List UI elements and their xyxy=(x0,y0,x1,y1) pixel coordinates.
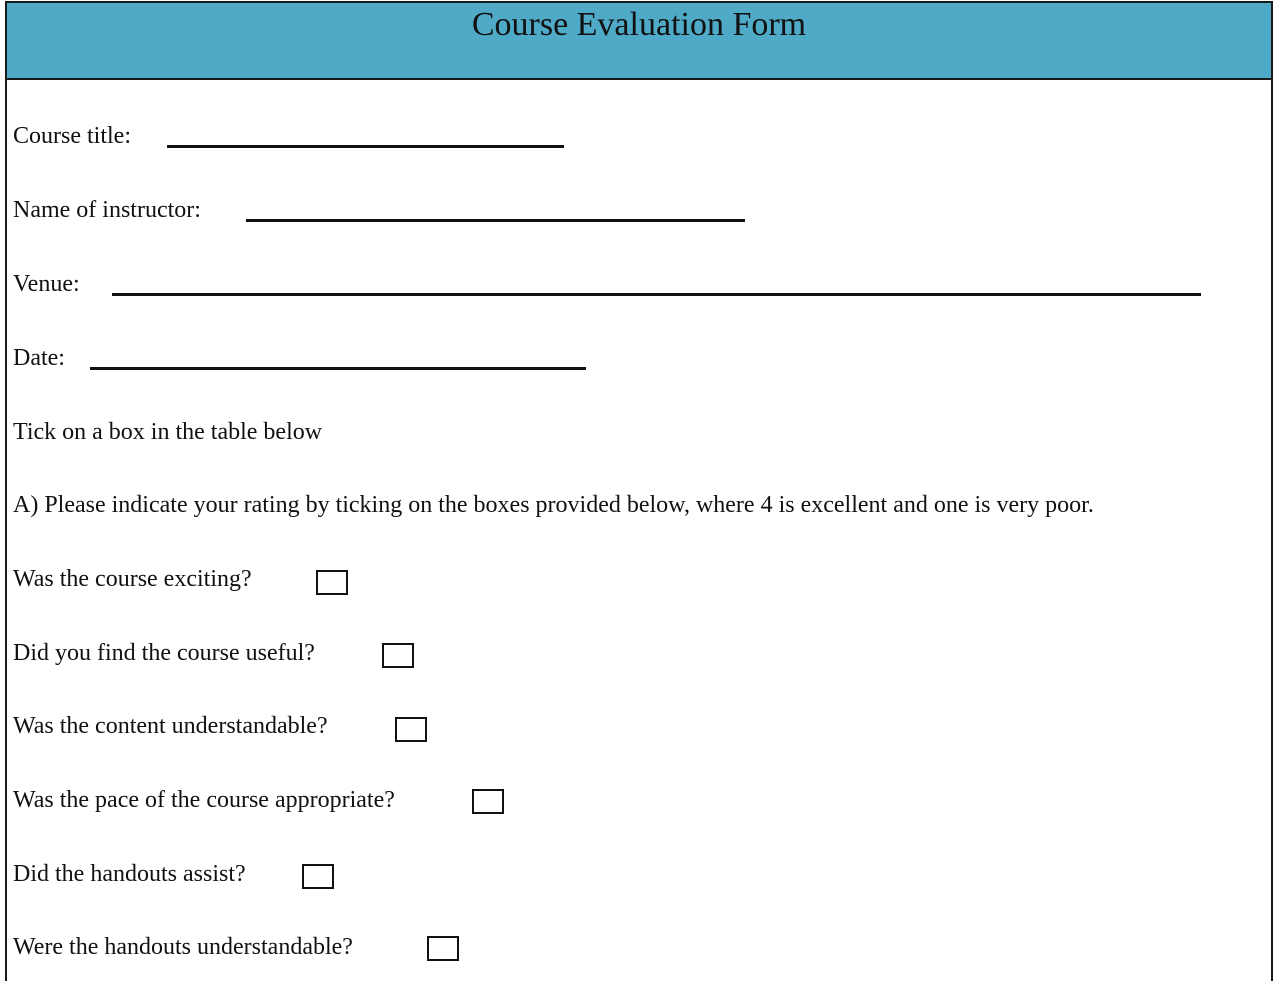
checkbox-pace[interactable] xyxy=(472,789,504,814)
venue-label: Venue: xyxy=(13,271,80,297)
checkbox-exciting[interactable] xyxy=(316,570,348,595)
question-understandable: Was the content understandable? xyxy=(13,713,328,739)
course-title-label: Course title: xyxy=(13,123,131,149)
venue-field[interactable] xyxy=(112,293,1201,296)
checkbox-useful[interactable] xyxy=(382,643,414,668)
question-useful: Did you find the course useful? xyxy=(13,640,315,666)
form-title: Course Evaluation Form xyxy=(471,6,807,43)
instructor-name-label: Name of instructor: xyxy=(13,197,201,223)
question-pace: Was the pace of the course appropriate? xyxy=(13,787,395,813)
instructor-name-field[interactable] xyxy=(246,219,745,222)
checkbox-handouts-understandable[interactable] xyxy=(427,936,459,961)
checkbox-understandable[interactable] xyxy=(395,717,427,742)
date-label: Date: xyxy=(13,345,65,371)
date-field[interactable] xyxy=(90,367,586,370)
form-header xyxy=(7,3,1271,80)
course-title-field[interactable] xyxy=(167,145,564,148)
tick-instruction: Tick on a box in the table below xyxy=(13,419,323,445)
question-exciting: Was the course exciting? xyxy=(13,566,252,592)
rating-instruction: A) Please indicate your rating by ticking on the boxes provided below, where 4 is excellent and one is very poor. xyxy=(13,492,1094,518)
question-handouts-understandable: Were the handouts understandable? xyxy=(13,934,353,960)
question-handouts-assist: Did the handouts assist? xyxy=(13,861,246,887)
checkbox-handouts-assist[interactable] xyxy=(302,864,334,889)
